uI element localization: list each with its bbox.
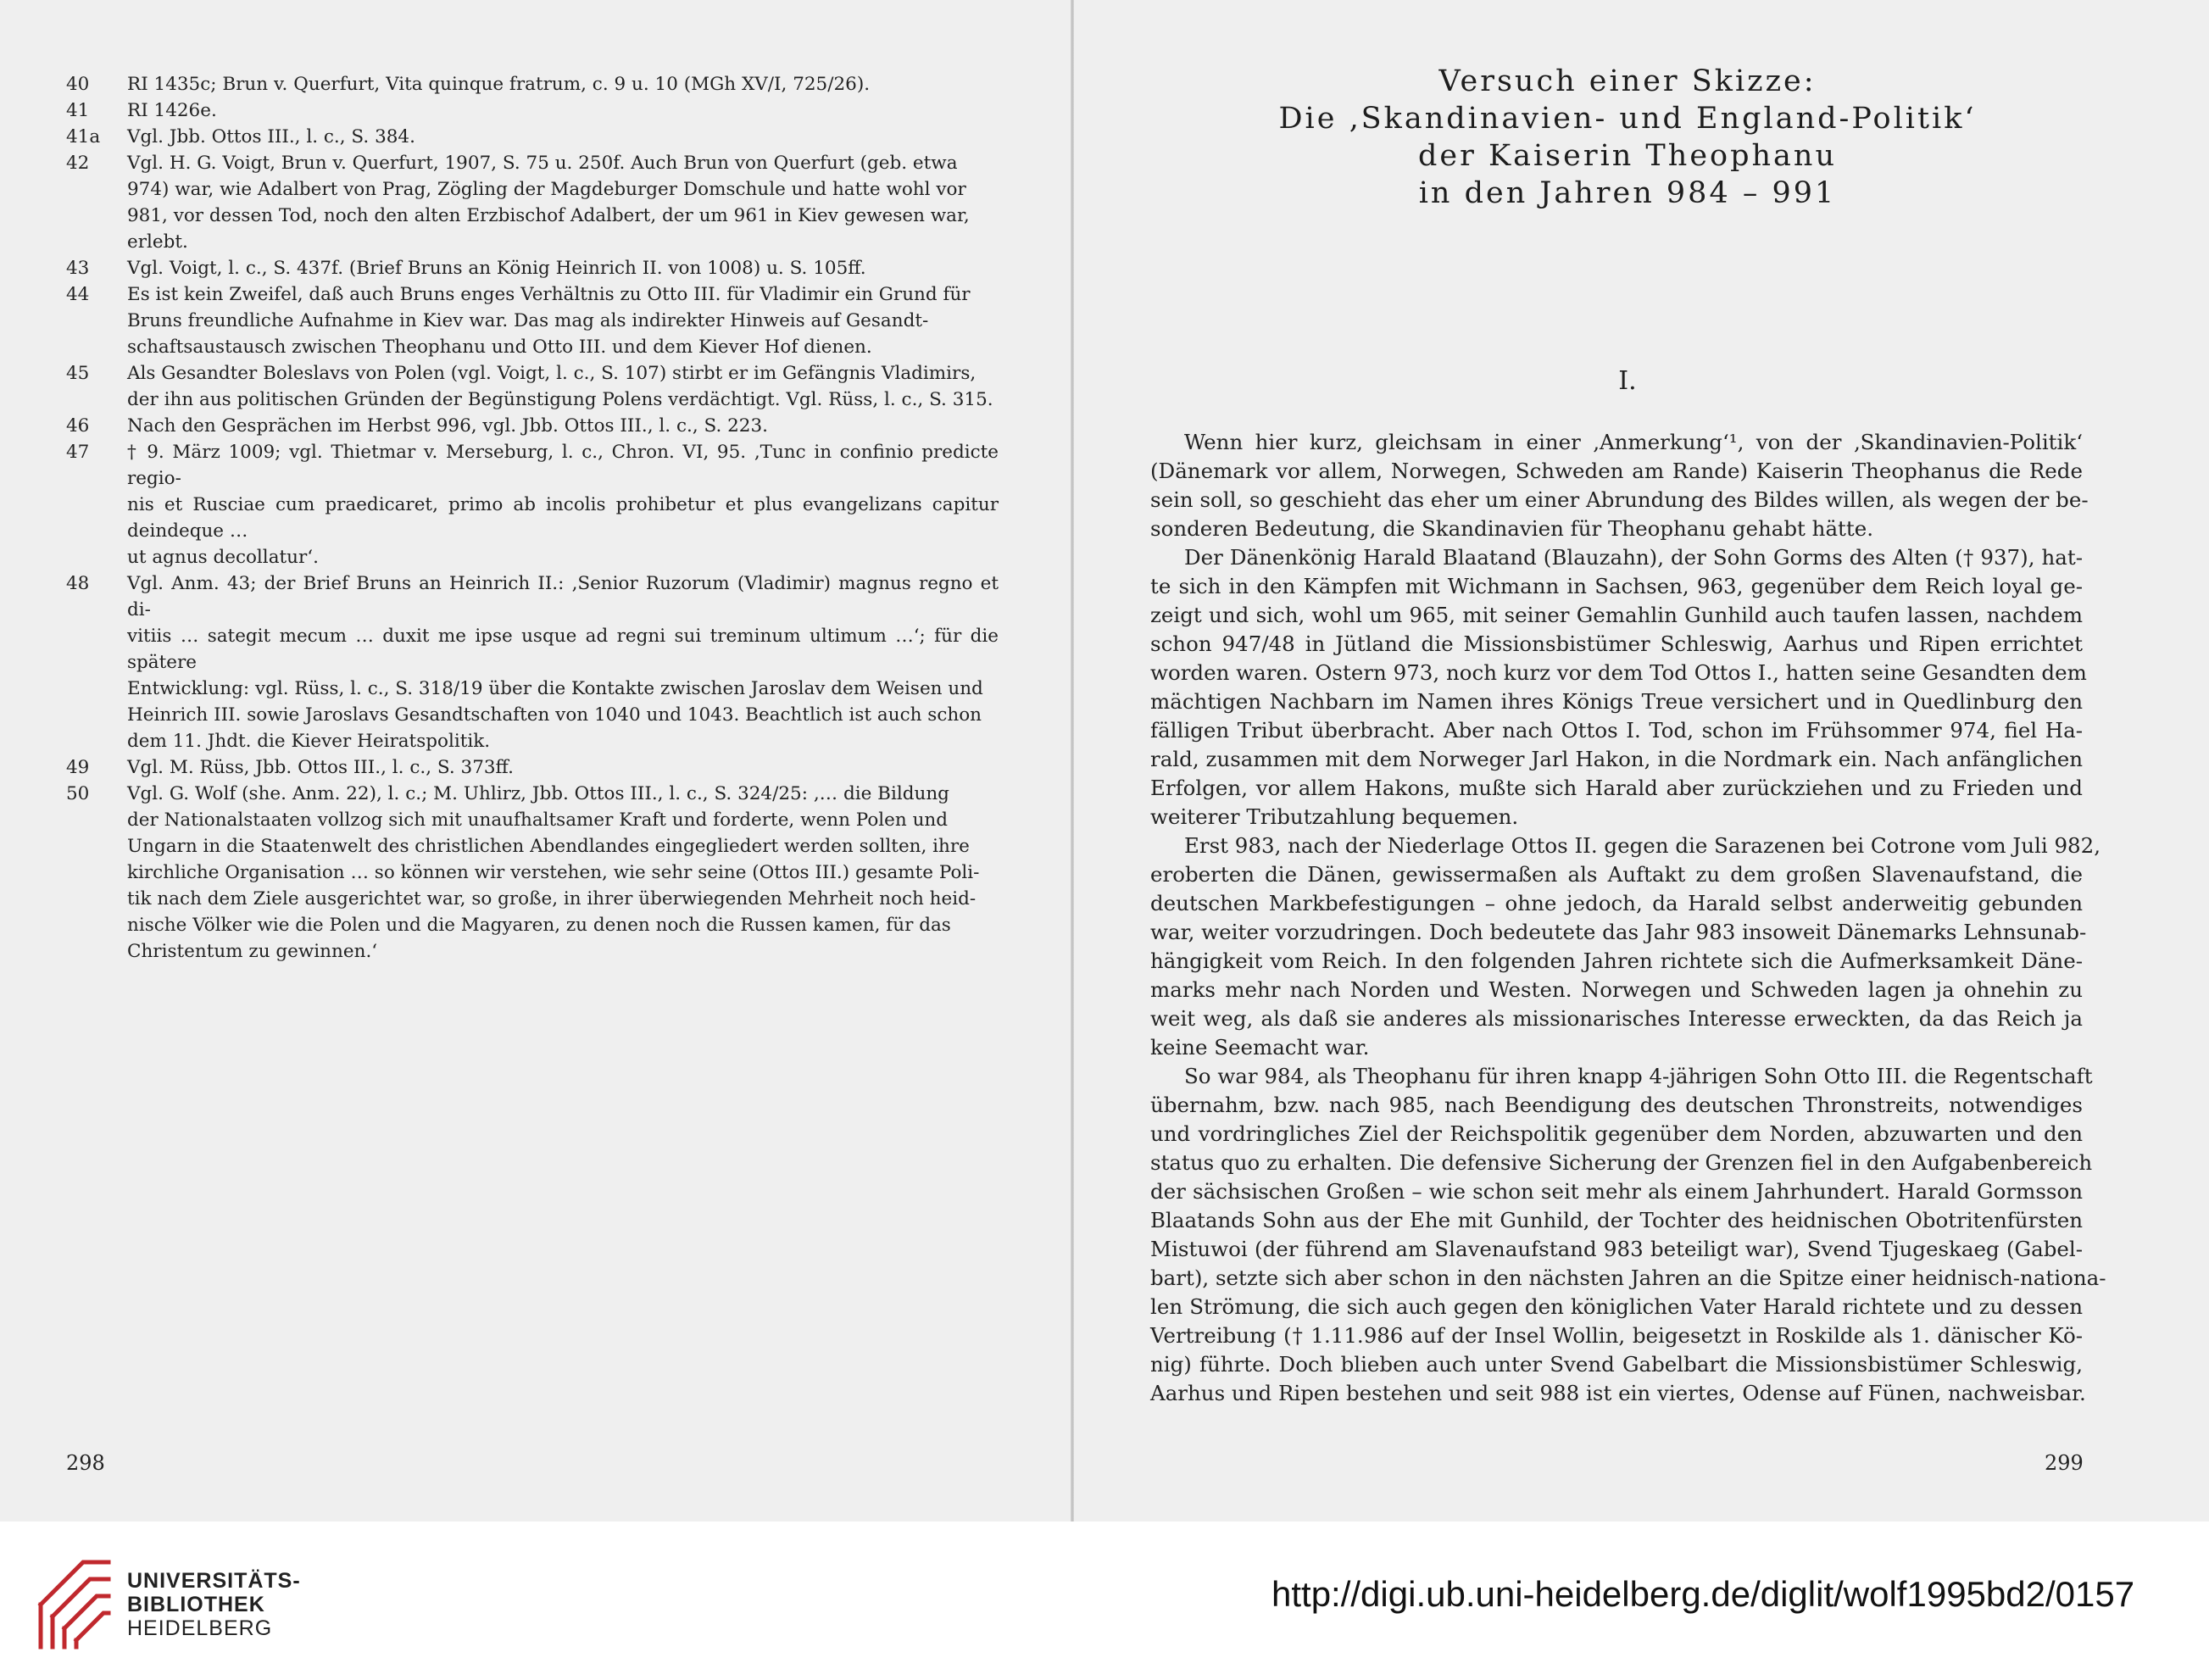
left-page-number: 298 bbox=[66, 1451, 105, 1475]
footnote-text bbox=[127, 754, 999, 781]
chapter-title bbox=[1102, 63, 2153, 212]
footnote-text bbox=[127, 255, 999, 281]
footnote bbox=[66, 281, 999, 360]
body-line: marks mehr nach Norden und Westen. Norwegen und Schweden lagen ja ohnehin zu bbox=[1150, 977, 2083, 1002]
body-line: Vertreibung († 1.11.986 auf der Insel Wollin, beigesetzt in Roskilde als 1. dänischer Kö- bbox=[1150, 1323, 2083, 1348]
body-line: Aarhus und Ripen bestehen und seit 988 ist ein viertes, Odense auf Fünen, nachweisbar. bbox=[1150, 1381, 2086, 1405]
footnote bbox=[66, 71, 999, 97]
body-line: rald, zusammen mit dem Norweger Jarl Hakon, in die Nordmark ein. Nach anfänglichen bbox=[1150, 747, 2083, 771]
library-name[interactable] bbox=[127, 1569, 301, 1640]
body-line: bart), setzte sich aber schon in den nächsten Jahren an die Spitze einer heidnisch-nationa- bbox=[1150, 1266, 2106, 1290]
library-name-line2: BIBLIOTHEK bbox=[127, 1593, 265, 1616]
title-line: der Kaiserin Theophanu bbox=[1417, 139, 1837, 173]
footnote-line: der Nationalstaaten vollzog sich mit unaufhaltsamer Kraft und forderte, wenn Polen und bbox=[127, 809, 949, 831]
body-line: len Strömung, die sich auch gegen den königlichen Vater Harald richtete und zu dessen bbox=[1150, 1294, 2083, 1319]
footnote-number: 44 bbox=[66, 284, 90, 305]
body-line: schon 947/48 in Jütland die Missionsbistümer Schleswig, Aarhus und Ripen errichtet bbox=[1150, 631, 2083, 656]
footnote-number: 46 bbox=[66, 415, 90, 437]
library-name-line3: HEIDELBERG bbox=[127, 1616, 273, 1640]
body-line: Der Dänenkönig Harald Blaatand (Blauzahn), der Sohn Gorms des Alten († 937), hat- bbox=[1184, 545, 2083, 570]
footnote bbox=[66, 360, 999, 413]
footnote-line: erlebt. bbox=[127, 231, 188, 253]
footnote-line: 974) war, wie Adalbert von Prag, Zögling der Magdeburger Domschule und hatte wohl vor bbox=[127, 179, 966, 200]
footnote-line: vitiis … sategit mecum … duxit me ipse usque ad regni sui treminum ultimum …‘; für die spätere bbox=[127, 626, 999, 673]
title-line: Versuch einer Skizze: bbox=[1438, 64, 1817, 98]
footnote-line: 981, vor dessen Tod, noch den alten Erzbischof Adalbert, der um 961 in Kiev gewesen war, bbox=[127, 205, 970, 226]
footnote-number: 41 bbox=[66, 100, 90, 121]
body-line: weiterer Tributzahlung bequemen. bbox=[1150, 804, 1519, 829]
footnote-line: nische Völker wie die Polen und die Magyaren, zu denen noch die Russen kamen, für das bbox=[127, 915, 951, 936]
footnote bbox=[66, 124, 999, 150]
footnote-line: Vgl. G. Wolf (she. Anm. 22), l. c.; M. Uhlirz, Jbb. Ottos III., l. c., S. 324/25: ‚… die Bildung bbox=[127, 783, 949, 804]
body-line: mächtigen Nachbarn im Namen ihres Königs Treue versichert und in Quedlinburg den bbox=[1150, 689, 2083, 714]
body-line: worden waren. Ostern 973, noch kurz vor dem Tod Ottos I., hatten seine Gesandten dem bbox=[1150, 660, 2087, 685]
footnote-number: 48 bbox=[66, 573, 90, 594]
footnote-line: Als Gesandter Boleslavs von Polen (vgl. Voigt, l. c., S. 107) stirbt er im Gefängnis Vladimirs, bbox=[127, 363, 977, 384]
body-line: übernahm, bzw. nach 985, nach Beendigung des deutschen Thronstreits, notwendiges bbox=[1150, 1093, 2083, 1117]
footnote bbox=[66, 570, 999, 754]
footnote-line: † 9. März 1009; vgl. Thietmar v. Merseburg, l. c., Chron. VI, 95. ‚Tunc in confinio predicte regio- bbox=[127, 442, 999, 489]
body-line: fälligen Tribut überbracht. Aber nach Ottos I. Tod, schon im Frühsommer 974, fiel Ha- bbox=[1150, 718, 2083, 743]
title-line: Die ‚Skandinavien- und England-Politik‘ bbox=[1278, 102, 1977, 136]
body-line: zeigt und sich, wohl um 965, mit seiner Gemahlin Gunhild auch taufen lassen, nachdem bbox=[1150, 603, 2083, 627]
footnote-number: 50 bbox=[66, 783, 90, 804]
footnote-line: Vgl. Voigt, l. c., S. 437f. (Brief Bruns an König Heinrich II. von 1008) u. S. 105ff. bbox=[127, 258, 866, 279]
body-line: keine Seemacht war. bbox=[1150, 1035, 1370, 1060]
body-line: (Dänemark vor allem, Norwegen, Schweden am Rande) Kaiserin Theophanus die Rede bbox=[1150, 459, 2083, 483]
body-line: und vordringliches Ziel der Reichspolitik gegenüber dem Norden, abzuwarten und den bbox=[1150, 1121, 2083, 1146]
body-line: hängigkeit vom Reich. In den folgenden Jahren richtete sich die Aufmerksamkeit Däne- bbox=[1150, 948, 2083, 973]
footnote-line: Vgl. Anm. 43; der Brief Bruns an Heinrich II.: ‚Senior Ruzorum (Vladimir) magnus regno et di- bbox=[127, 573, 999, 620]
footnote-line: Es ist kein Zweifel, daß auch Bruns enges Verhältnis zu Otto III. für Vladimir ein Grund für bbox=[127, 284, 971, 305]
body-line: deutschen Markbefestigungen – ohne jedoch, da Harald selbst anderweitig gebunden bbox=[1150, 891, 2083, 915]
footnote-line: Vgl. H. G. Voigt, Brun v. Querfurt, 1907, S. 75 u. 250f. Auch Brun von Querfurt (geb. etwa bbox=[127, 153, 958, 174]
footnote-number: 41a bbox=[66, 126, 101, 147]
footnote-number: 47 bbox=[66, 442, 90, 463]
library-name-line1: UNIVERSITÄTS- bbox=[127, 1569, 301, 1593]
body-line: weit weg, als daß sie anderes als missionarisches Interesse erweckten, da das Reich ja bbox=[1150, 1006, 2083, 1031]
left-page bbox=[0, 0, 1072, 1521]
body-line: Erfolgen, vor allem Hakons, mußte sich Harald aber zurückziehen und zu Frieden und bbox=[1150, 776, 2083, 800]
footnote bbox=[66, 754, 999, 781]
body-line: Mistuwoi (der führend am Slavenaufstand 983 beteiligt war), Svend Tjugeskaeg (Gabel- bbox=[1150, 1237, 2083, 1261]
footnote-line: schaftsaustausch zwischen Theophanu und Otto III. und dem Kiever Hof dienen. bbox=[127, 337, 872, 358]
body-line: sonderen Bedeutung, die Skandinavien für Theophanu gehabt hätte. bbox=[1150, 516, 1874, 541]
footnote bbox=[66, 150, 999, 255]
footnote-number: 49 bbox=[66, 757, 90, 778]
body-line: der sächsischen Großen – wie schon seit mehr als einem Jahrhundert. Harald Gormsson bbox=[1150, 1179, 2083, 1204]
footnote-line: Vgl. M. Rüss, Jbb. Ottos III., l. c., S. 373ff. bbox=[127, 757, 514, 778]
footnote-number: 43 bbox=[66, 258, 90, 279]
footnote-line: Bruns freundliche Aufnahme in Kiev war. Das mag als indirekter Hinweis auf Gesandt- bbox=[127, 310, 929, 331]
body-line: nig) führte. Doch blieben auch unter Svend Gabelbart die Missionsbistümer Schleswig, bbox=[1150, 1352, 2083, 1377]
ub-heidelberg-logo-icon[interactable] bbox=[24, 1545, 125, 1655]
footnote-line: Entwicklung: vgl. Rüss, l. c., S. 318/19 über die Kontakte zwischen Jaroslav dem Weisen und bbox=[127, 678, 983, 699]
footnotes bbox=[66, 71, 999, 965]
body-line: So war 984, als Theophanu für ihren knapp 4-jährigen Sohn Otto III. die Regentschaft bbox=[1184, 1064, 2093, 1088]
footnote-text bbox=[127, 781, 999, 965]
footnote bbox=[66, 255, 999, 281]
footnote-line: dem 11. Jhdt. die Kiever Heiratspolitik. bbox=[127, 731, 491, 752]
footnote-line: RI 1426e. bbox=[127, 100, 217, 121]
footnote-text bbox=[127, 439, 999, 570]
footnote-line: nis et Rusciae cum praedicaret, primo ab incolis prohibetur et plus evangelizans capitur deindeque … bbox=[127, 494, 999, 542]
body-line: te sich in den Kämpfen mit Wichmann in Sachsen, 963, gegenüber dem Reich loyal ge- bbox=[1150, 574, 2083, 598]
footnote-text bbox=[127, 97, 999, 124]
body-line: Erst 983, nach der Niederlage Ottos II. gegen die Sarazenen bei Cotrone vom Juli 982, bbox=[1184, 833, 2100, 858]
footnote bbox=[66, 97, 999, 124]
body-line: status quo zu erhalten. Die defensive Sicherung der Grenzen fiel in den Aufgabenbereich bbox=[1150, 1150, 2093, 1175]
footnote bbox=[66, 781, 999, 965]
section-heading: I. bbox=[1618, 366, 1637, 396]
footnote-line: der ihn aus politischen Gründen der Begünstigung Polens verdächtigt. Vgl. Rüss, l. c., S. 315. bbox=[127, 389, 993, 410]
footnote-text bbox=[127, 281, 999, 360]
footnote-line: Ungarn in die Staatenwelt des christlichen Abendlandes eingegliedert werden sollten, ihre bbox=[127, 836, 970, 857]
body-line: eroberten die Dänen, gewissermaßen als Auftakt zu dem großen Slavenaufstand, die bbox=[1150, 862, 2083, 887]
body-line: Blaatands Sohn aus der Ehe mit Gunhild, der Tochter des heidnischen Obotritenfürsten bbox=[1150, 1208, 2083, 1232]
body-line: Wenn hier kurz, gleichsam in einer ‚Anmerkung‘¹, von der ‚Skandinavien-Politik‘ bbox=[1184, 430, 2083, 454]
footnote-line: Nach den Gesprächen im Herbst 996, vgl. Jbb. Ottos III., l. c., S. 223. bbox=[127, 415, 768, 437]
title-line: in den Jahren 984 – 991 bbox=[1418, 176, 1837, 210]
footnote-number: 42 bbox=[66, 153, 90, 174]
footnote-line: RI 1435c; Brun v. Querfurt, Vita quinque fratrum, c. 9 u. 10 (MGh XV/I, 725/26). bbox=[127, 74, 871, 95]
right-page-number: 299 bbox=[2045, 1451, 2084, 1475]
body-text bbox=[1150, 428, 2106, 1408]
footnote-number: 45 bbox=[66, 363, 90, 384]
footnote-text bbox=[127, 150, 999, 255]
footnote-line: Heinrich III. sowie Jaroslavs Gesandtschaften von 1040 und 1043. Beachtlich ist auch schon bbox=[127, 704, 982, 726]
source-url-link[interactable]: http://digi.ub.uni-heidelberg.de/diglit/wolf1995bd2/0157 bbox=[1271, 1574, 2135, 1614]
footer-bar bbox=[0, 1521, 2209, 1680]
body-line: war, weiter vorzudringen. Doch bedeutete das Jahr 983 insoweit Dänemarks Lehnsunab- bbox=[1150, 920, 2087, 944]
footnote-text bbox=[127, 71, 999, 97]
footnote bbox=[66, 439, 999, 570]
footnote-line: kirchliche Organisation … so können wir verstehen, wie sehr seine (Ottos III.) gesamte Poli- bbox=[127, 862, 980, 883]
footnote-text bbox=[127, 570, 999, 754]
footnote bbox=[66, 413, 999, 439]
footnote-text bbox=[127, 124, 999, 150]
footnote-text bbox=[127, 360, 999, 413]
footnote-line: ut agnus decollatur‘. bbox=[127, 547, 319, 568]
footnote-text bbox=[127, 413, 999, 439]
footnote-line: Christentum zu gewinnen.‘ bbox=[127, 941, 378, 962]
footnote-line: tik nach dem Ziele ausgerichtet war, so große, in ihrer überwiegenden Mehrheit noch heid- bbox=[127, 888, 977, 910]
footnote-number: 40 bbox=[66, 74, 90, 95]
footnote-line: Vgl. Jbb. Ottos III., l. c., S. 384. bbox=[127, 126, 415, 147]
body-line: sein soll, so geschieht das eher um einer Abrundung des Bildes willen, als wegen der be- bbox=[1150, 487, 2089, 512]
